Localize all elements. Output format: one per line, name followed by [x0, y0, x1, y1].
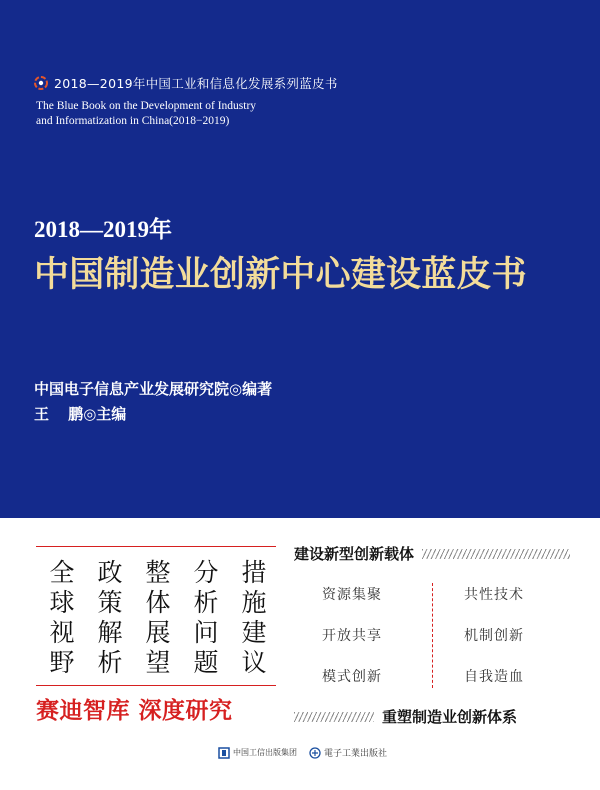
hatch-decoration — [422, 549, 570, 559]
english-title-line-1: The Blue Book on the Development of Industry — [36, 100, 257, 112]
carrier-right-item: 共性技术 — [464, 587, 524, 603]
grid-char: 议 — [241, 648, 267, 677]
grid-char: 析 — [193, 588, 219, 617]
carrier-right-item: 机制创新 — [464, 628, 524, 644]
grid-char: 建 — [241, 618, 267, 647]
grid-char: 全 — [49, 558, 75, 587]
grid-char: 政 — [97, 558, 123, 587]
grid-char: 解 — [97, 618, 123, 647]
keyword-char-grid — [38, 556, 278, 676]
grid-char: 望 — [145, 648, 171, 677]
carrier-right-item: 自我造血 — [464, 669, 524, 685]
grid-char: 分 — [193, 558, 219, 587]
grid-char: 展 — [145, 618, 171, 647]
dashed-divider — [432, 583, 433, 688]
grid-char: 题 — [193, 648, 219, 677]
red-rule-bottom — [36, 685, 276, 686]
english-title-line-2: and Informatization in China(2018−2019) — [36, 115, 230, 127]
grid-char: 野 — [49, 648, 75, 677]
publisher-primary: 中国工信出版集团 — [233, 748, 297, 757]
carrier-left-item: 资源集聚 — [322, 587, 382, 603]
cpig-logo-icon — [218, 747, 230, 759]
grid-char: 整 — [145, 558, 171, 587]
system-title: 重塑制造业创新体系 — [382, 708, 518, 726]
hatch-decoration — [294, 712, 374, 722]
system-heading — [294, 706, 570, 727]
gear-swirl-logo-icon — [34, 76, 48, 90]
editor-organization: 中国电子信息产业发展研究院◎编著 — [34, 380, 273, 398]
grid-char: 措 — [241, 558, 267, 587]
series-title: 2018—2019年中国工业和信息化发展系列蓝皮书 — [54, 76, 338, 91]
english-title — [36, 99, 366, 129]
red-rule-top — [36, 546, 276, 547]
carrier-title: 建设新型创新载体 — [294, 545, 415, 563]
grid-char: 视 — [49, 618, 75, 647]
year-heading: 2018—2019年 — [34, 217, 172, 242]
publisher-logos — [218, 746, 399, 759]
slogan: 赛迪智库 深度研究 — [36, 698, 233, 724]
carrier-left-item: 开放共享 — [322, 628, 382, 644]
carrier-left-item: 模式创新 — [322, 669, 382, 685]
carrier-heading — [294, 543, 570, 564]
grid-char: 析 — [97, 648, 123, 677]
grid-char: 球 — [49, 588, 75, 617]
chief-editor: 王 鹏◎主编 — [34, 405, 127, 423]
grid-char: 问 — [193, 618, 219, 647]
book-main-title: 中国制造业创新中心建设蓝皮书 — [34, 255, 527, 295]
series-header — [34, 74, 338, 92]
grid-char: 体 — [145, 588, 171, 617]
grid-char: 策 — [97, 588, 123, 617]
grid-char: 施 — [241, 588, 267, 617]
phei-logo-icon — [309, 747, 321, 759]
publisher-secondary: 電子工業出版社 — [324, 749, 388, 759]
